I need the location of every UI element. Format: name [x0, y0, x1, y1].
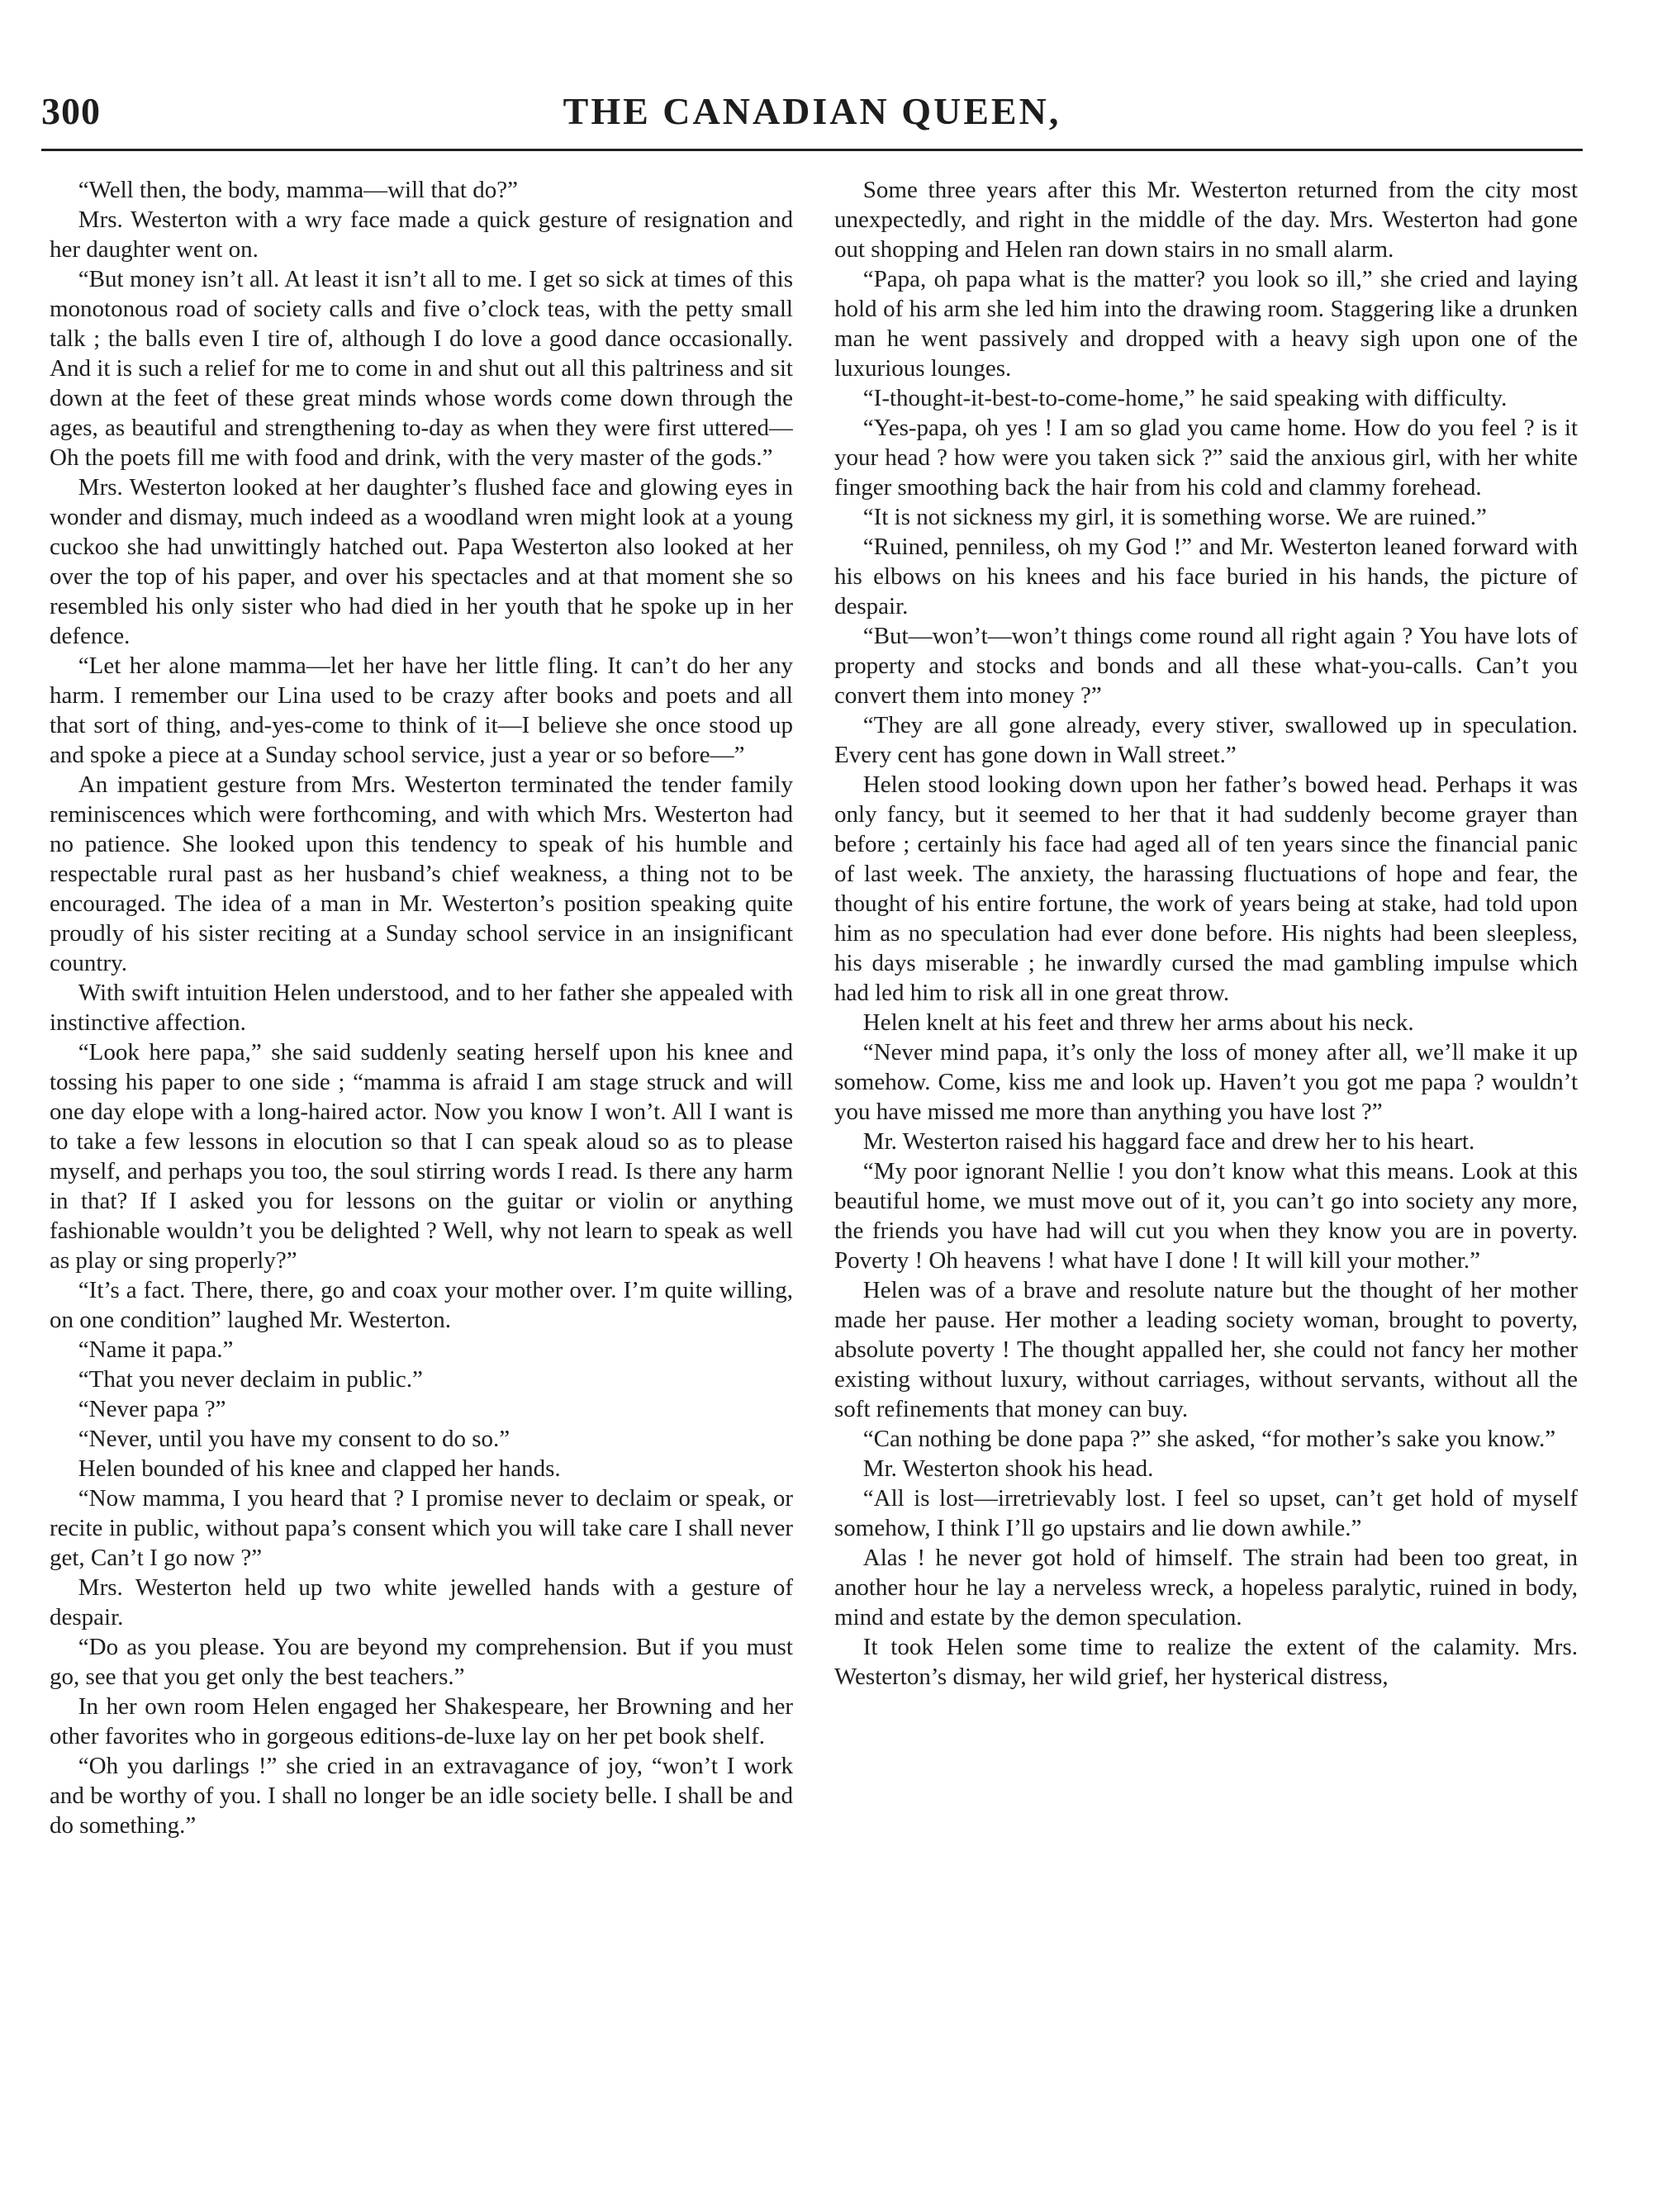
paragraph: “Do as you please. You are beyond my comprehension. But if you must go, see that you get only the best teachers.” — [50, 1634, 793, 1690]
paragraph: Mrs. Westerton with a wry face made a quick gesture of resignation and her daughter went on. — [50, 206, 793, 263]
paragraph: “Look here papa,” she said suddenly seating herself upon his knee and tossing his paper to one side ; “mamma is afraid I am stage struck and will one day elope with a long-haired actor. Now you know I won’t. All I want is to take a few lessons in elocution so that I can speak aloud so as to please myself, and perhaps you too, the soul stirring words I read. Is there any harm in that? If I asked you for lessons on the guitar or violin or anything fashionable wouldn’t you be delighted ? Well, why not learn to speak as well as play or sing properly?” — [50, 1039, 793, 1274]
paragraph: “Never, until you have my consent to do so.” — [78, 1426, 510, 1452]
paragraph: “Well then, the body, mamma—will that do?” — [78, 177, 518, 203]
paragraph: Helen bounded of his knee and clapped her hands. — [78, 1455, 561, 1482]
page-number: 300 — [41, 90, 101, 132]
paragraph: “My poor ignorant Nellie ! you don’t know what this means. Look at this beautiful home, we must move out of it, you can’t go into society any more, the friends you have had will cut you when they know you are in poverty. Poverty ! Oh heavens ! what have I done ! It will kill your mother.” — [834, 1158, 1578, 1274]
paragraph: Helen was of a brave and resolute nature but the thought of her mother made her pause. Her mother a leading society woman, brought to poverty, absolute poverty ! The thought appalled her, she could not fancy her mother existing without luxury, without carriages, without servants, without all the soft refinements that money can buy. — [834, 1277, 1578, 1422]
paragraph: Mr. Westerton raised his haggard face and drew her to his heart. — [862, 1128, 1475, 1155]
paragraph: “Never papa ?” — [78, 1396, 226, 1422]
paragraph: “Yes-papa, oh yes ! I am so glad you came home. How do you feel ? is it your head ? how were you taken sick ?” said the anxious girl, with her white finger smoothing back the hair from his cold and clammy forehead. — [834, 415, 1578, 501]
paragraph: Mrs. Westerton held up two white jewelled hands with a gesture of despair. — [50, 1574, 793, 1631]
paragraph: Some three years after this Mr. Westerton returned from the city most unexpectedly, and right in the middle of the day. Mrs. Westerton had gone out shopping and Helen ran down stairs in no small alarm. — [834, 177, 1578, 263]
paragraph: It took Helen some time to realize the extent of the calamity. Mrs. Westerton’s dismay, her wild grief, her hysterical distress, — [834, 1634, 1578, 1690]
paragraph: “Papa, oh papa what is the matter? you look so ill,” she cried and laying hold of his arm she led him into the drawing room. Staggering like a drunken man he went passively and dropped with a heavy sigh upon one of the luxurious lounges. — [834, 266, 1578, 382]
right-text-column — [834, 175, 1578, 2191]
paragraph: Alas ! he never got hold of himself. The strain had been too great, in another hour he lay a nerveless wreck, a hopeless paralytic, ruined in body, mind and estate by the demon speculation. — [834, 1545, 1578, 1631]
paragraph: “That you never declaim in public.” — [78, 1366, 423, 1393]
paragraph: “But money isn’t all. At least it isn’t all to me. I get so sick at times of this monotonous road of society calls and five o’clock teas, with the petty small talk ; the balls even I tire of, although I do love a good dance occasionally. And it is such a relief for me to come in and shut out all this paltriness and sit down at the feet of these great minds whose words come down through the ages, as beautiful and strengthening to-day as when they were first uttered—Oh the poets fill me with food and drink, with the very master of the gods.” — [50, 266, 793, 471]
paragraph: “All is lost—irretrievably lost. I feel so upset, can’t get hold of myself somehow, I think I’ll go upstairs and lie down awhile.” — [834, 1485, 1578, 1541]
paragraph: “Never mind papa, it’s only the loss of money after all, we’ll make it up somehow. Come, kiss me and look up. Haven’t you got me papa ? wouldn’t you have missed me more than anything you have lost ?” — [834, 1039, 1578, 1125]
paragraph: “Oh you darlings !” she cried in an extravagance of joy, “won’t I work and be worthy of you. I shall no longer be an idle society belle. I shall be and do something.” — [50, 1753, 793, 1839]
page-header — [41, 89, 1583, 149]
paragraph: Helen knelt at his feet and threw her arms about his neck. — [862, 1009, 1414, 1036]
paragraph: Helen stood looking down upon her father’s bowed head. Perhaps it was only fancy, but it seemed to her that it had suddenly become grayer than before ; certainly his face had aged all of ten years since the financial panic of last week. The anxiety, the harassing fluctuations of hope and fear, the thought of his entire fortune, the work of years being at stake, had told upon him as no speculation had ever done before. His nights had been sleepless, his days miserable ; he inwardly cursed the mad gambling impulse which had led him to risk all in one great throw. — [834, 771, 1578, 1006]
paragraph: “It’s a fact. There, there, go and coax your mother over. I’m quite willing, on one condition” laughed Mr. Westerton. — [50, 1277, 793, 1333]
paragraph: An impatient gesture from Mrs. Westerton terminated the tender family reminiscences which were forthcoming, and with which Mrs. Westerton had no patience. She looked upon this tendency to speak of his humble and respectable rural past as her husband’s chief weakness, a thing not to be encouraged. The idea of a man in Mr. Westerton’s position speaking quite proudly of his sister reciting at a Sunday school service in an insignificant country. — [50, 771, 793, 976]
header-rule — [41, 149, 1583, 151]
paragraph: “Ruined, penniless, oh my God !” and Mr. Westerton leaned forward with his elbows on his knees and his face buried in his hands, the picture of despair. — [834, 534, 1578, 619]
paragraph: “I-thought-it-best-to-come-home,” he said speaking with difficulty. — [862, 385, 1508, 411]
paragraph: Mr. Westerton shook his head. — [862, 1455, 1154, 1482]
left-text-column — [50, 175, 793, 2191]
paragraph: “Let her alone mamma—let her have her little fling. It can’t do her any harm. I remember our Lina used to be crazy after books and poets and all that sort of thing, and-yes-come to think of it—I believe she once stood up and spoke a piece at a Sunday school service, just a year or so before—” — [50, 653, 793, 768]
paragraph: “Now mamma, I you heard that ? I promise never to declaim or speak, or recite in public, without papa’s consent which you will take care I shall never get, Can’t I go now ?” — [50, 1485, 793, 1571]
paragraph: “They are all gone already, every stiver, swallowed up in speculation. Every cent has gone down in Wall street.” — [834, 712, 1578, 768]
paragraph: “Can nothing be done papa ?” she asked, “for mother’s sake you know.” — [862, 1426, 1556, 1452]
paragraph: In her own room Helen engaged her Shakespeare, her Browning and her other favorites who in gorgeous editions-de-luxe lay on her pet book shelf. — [50, 1693, 793, 1749]
paragraph: “But—won’t—won’t things come round all right again ? You have lots of property and stocks and bonds and all these what-you-calls. Can’t you convert them into money ?” — [834, 623, 1578, 709]
running-title: THE CANADIAN QUEEN, — [563, 90, 1061, 132]
paragraph: “Name it papa.” — [78, 1336, 234, 1363]
paragraph: “It is not sickness my girl, it is something worse. We are ruined.” — [862, 504, 1487, 530]
paragraph: With swift intuition Helen understood, and to her father she appealed with instinctive affection. — [50, 980, 793, 1036]
paragraph: Mrs. Westerton looked at her daughter’s flushed face and glowing eyes in wonder and dismay, much indeed as a woodland wren might look at a young cuckoo she had unwittingly hatched out. Papa Westerton also looked at her over the top of his paper, and over his spectacles and at that moment she so resembled his only sister who had died in her youth that he spoke up in her defence. — [50, 474, 793, 649]
